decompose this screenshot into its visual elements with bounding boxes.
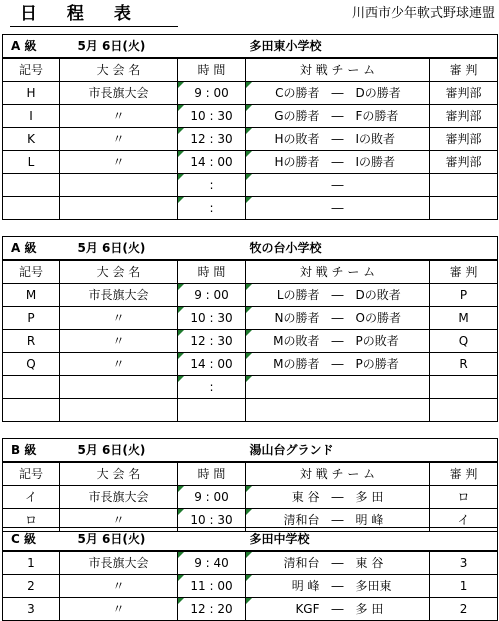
table-row (3, 353, 498, 376)
section-header (3, 35, 498, 59)
match-time (178, 353, 246, 376)
table-row (3, 598, 498, 621)
team-away: Pの敗者 (355, 334, 399, 348)
cell-marker-icon (246, 486, 252, 492)
cell-marker-icon (178, 330, 184, 336)
versus-dash: ― (331, 357, 344, 371)
umpire (430, 376, 498, 399)
match-teams (246, 330, 430, 353)
tournament-name (60, 376, 178, 399)
match-id: R (3, 330, 60, 353)
column-header: 審 判 (430, 462, 498, 486)
match-time (178, 376, 246, 399)
column-header: 対 戦 チ ー ム (246, 260, 430, 284)
match-time (178, 105, 246, 128)
versus-dash: ― (331, 556, 344, 570)
team-away: Oの勝者 (355, 311, 401, 325)
column-header-row (3, 260, 498, 284)
match-time-text: 9 : 00 (194, 288, 229, 302)
grade-label: A 級 (3, 35, 60, 59)
match-time-text: 10 : 30 (190, 513, 233, 527)
cell-marker-icon (178, 509, 184, 515)
match-teams (246, 353, 430, 376)
versus-dash: ― (331, 602, 344, 616)
match-id: M (3, 284, 60, 307)
match-teams (246, 598, 430, 621)
match-time (178, 486, 246, 509)
match-time (178, 197, 246, 220)
column-header: 記号 (3, 462, 60, 486)
match-id: K (3, 128, 60, 151)
team-away: Fの勝者 (355, 109, 399, 123)
match-teams (246, 151, 430, 174)
cell-marker-icon (178, 128, 184, 134)
versus-dash: ― (331, 132, 344, 146)
team-away: Iの敗者 (355, 132, 396, 146)
umpire: M (430, 307, 498, 330)
cell-marker-icon (246, 376, 252, 382)
cell-marker-icon (246, 105, 252, 111)
column-header: 時 間 (178, 260, 246, 284)
umpire (430, 399, 498, 422)
match-teams (246, 128, 430, 151)
schedule-table-1 (2, 34, 498, 220)
cell-marker-icon (246, 598, 252, 604)
umpire: R (430, 353, 498, 376)
table-row (3, 82, 498, 105)
table-row (3, 105, 498, 128)
grade-label: B 級 (3, 439, 60, 463)
cell-marker-icon (178, 353, 184, 359)
match-teams (246, 197, 430, 220)
page-title: 日 程 表 (10, 2, 178, 27)
umpire: イ (430, 509, 498, 532)
team-home: Mの敗者 (273, 334, 320, 348)
table-row (3, 307, 498, 330)
umpire: 1 (430, 575, 498, 598)
team-home: Hの敗者 (274, 132, 320, 146)
match-time (178, 575, 246, 598)
match-id: 1 (3, 551, 60, 575)
match-teams (246, 575, 430, 598)
match-time (178, 128, 246, 151)
tournament-name: 〃 (60, 509, 178, 532)
cell-marker-icon (246, 575, 252, 581)
match-time-text: 11 : 00 (190, 579, 233, 593)
table-row (3, 551, 498, 575)
venue-name: 多田中学校 (246, 528, 498, 552)
column-header: 大 会 名 (60, 462, 178, 486)
table-row (3, 197, 498, 220)
table-row (3, 284, 498, 307)
cell-marker-icon (246, 151, 252, 157)
organization-name: 川西市少年軟式野球連盟 (351, 6, 495, 21)
table-row (3, 151, 498, 174)
column-header: 時 間 (178, 462, 246, 486)
table-row (3, 486, 498, 509)
cell-marker-icon (178, 174, 184, 180)
umpire: 審判部 (430, 105, 498, 128)
table-row (3, 174, 498, 197)
cell-marker-icon (178, 598, 184, 604)
column-header-row (3, 58, 498, 82)
column-header-row (3, 462, 498, 486)
match-teams (246, 284, 430, 307)
section-header (3, 439, 498, 463)
versus-dash: ― (331, 334, 344, 348)
tournament-name: 〃 (60, 598, 178, 621)
match-teams (246, 551, 430, 575)
match-id: ロ (3, 509, 60, 532)
match-time-text: 14 : 00 (190, 155, 233, 169)
page-header (0, 0, 499, 30)
schedule-table-2 (2, 236, 498, 422)
cell-marker-icon (178, 552, 184, 558)
tournament-name (60, 197, 178, 220)
tournament-name (60, 399, 178, 422)
team-away: 明 峰 (355, 513, 384, 527)
cell-marker-icon (178, 376, 184, 382)
match-id: H (3, 82, 60, 105)
match-time-text: 9 : 00 (194, 86, 229, 100)
umpire: P (430, 284, 498, 307)
tournament-name: 市長旗大会 (60, 284, 178, 307)
match-time (178, 151, 246, 174)
schedule-table-4 (2, 527, 498, 621)
tournament-name: 市長旗大会 (60, 82, 178, 105)
match-time-text: : (209, 178, 214, 192)
match-id (3, 399, 60, 422)
match-date: 5月 6日(火) (60, 439, 246, 463)
team-home: Mの勝者 (273, 357, 320, 371)
column-header: 記号 (3, 58, 60, 82)
cell-marker-icon (246, 128, 252, 134)
umpire: 審判部 (430, 128, 498, 151)
team-away: 多田東 (355, 579, 392, 593)
match-teams (246, 399, 430, 422)
match-teams (246, 105, 430, 128)
match-id: L (3, 151, 60, 174)
cell-marker-icon (178, 151, 184, 157)
versus-dash: ― (331, 288, 344, 302)
cell-marker-icon (246, 307, 252, 313)
match-time (178, 598, 246, 621)
match-teams (246, 307, 430, 330)
match-id: I (3, 105, 60, 128)
umpire (430, 197, 498, 220)
match-id: 2 (3, 575, 60, 598)
match-teams (246, 486, 430, 509)
team-away: 多 田 (355, 602, 384, 616)
section-header (3, 237, 498, 261)
table-row (3, 128, 498, 151)
tournament-name: 市長旗大会 (60, 551, 178, 575)
match-id: 3 (3, 598, 60, 621)
column-header: 対 戦 チ ー ム (246, 462, 430, 486)
column-header: 時 間 (178, 58, 246, 82)
team-away: Dの勝者 (355, 86, 401, 100)
column-header: 審 判 (430, 260, 498, 284)
cell-marker-icon (178, 82, 184, 88)
match-teams (246, 376, 430, 399)
match-time-text: 14 : 00 (190, 357, 233, 371)
match-time-text: 9 : 00 (194, 490, 229, 504)
umpire: Q (430, 330, 498, 353)
match-teams (246, 174, 430, 197)
versus-dash: ― (331, 513, 344, 527)
team-home: 東 谷 (291, 490, 320, 504)
match-time-text: 10 : 30 (190, 109, 233, 123)
team-away: Dの敗者 (355, 288, 401, 302)
tournament-name: 〃 (60, 128, 178, 151)
tournament-name: 〃 (60, 307, 178, 330)
team-away: 東 谷 (355, 556, 384, 570)
section-header (3, 528, 498, 552)
match-teams (246, 82, 430, 105)
versus-dash: ― (331, 311, 344, 325)
tournament-name: 〃 (60, 330, 178, 353)
match-id: Q (3, 353, 60, 376)
versus-dash: ― (331, 579, 344, 593)
cell-marker-icon (246, 330, 252, 336)
match-time (178, 284, 246, 307)
tournament-name: 〃 (60, 575, 178, 598)
column-header: 対 戦 チ ー ム (246, 58, 430, 82)
tournament-name (60, 174, 178, 197)
cell-marker-icon (246, 197, 252, 203)
cell-marker-icon (246, 509, 252, 515)
tournament-name: 市長旗大会 (60, 486, 178, 509)
table-row (3, 330, 498, 353)
column-header: 大 会 名 (60, 58, 178, 82)
cell-marker-icon (178, 197, 184, 203)
grade-label: A 級 (3, 237, 60, 261)
column-header: 記号 (3, 260, 60, 284)
column-header: 審 判 (430, 58, 498, 82)
venue-name: 湯山台グランド (246, 439, 498, 463)
match-time-text: 10 : 30 (190, 311, 233, 325)
match-id: P (3, 307, 60, 330)
column-header: 大 会 名 (60, 260, 178, 284)
team-away: Pの勝者 (355, 357, 399, 371)
match-time-text: : (209, 380, 214, 394)
match-time-text: 12 : 20 (190, 602, 233, 616)
team-home: Nの勝者 (274, 311, 320, 325)
match-time-text: 12 : 30 (190, 132, 233, 146)
match-time-text: 12 : 30 (190, 334, 233, 348)
match-time-text: 9 : 40 (194, 556, 229, 570)
team-home: Cの勝者 (275, 86, 320, 100)
cell-marker-icon (178, 284, 184, 290)
tournament-name: 〃 (60, 105, 178, 128)
match-id (3, 174, 60, 197)
tournament-name: 〃 (60, 353, 178, 376)
cell-marker-icon (178, 575, 184, 581)
match-time (178, 82, 246, 105)
venue-name: 牧の台小学校 (246, 237, 498, 261)
cell-marker-icon (246, 353, 252, 359)
table-row (3, 376, 498, 399)
versus-dash: ― (331, 86, 344, 100)
match-time (178, 399, 246, 422)
grade-label: C 級 (3, 528, 60, 552)
match-time (178, 330, 246, 353)
umpire: 3 (430, 551, 498, 575)
schedule-table-3 (2, 438, 498, 532)
umpire: 審判部 (430, 82, 498, 105)
team-home: 清和台 (283, 513, 320, 527)
team-home: KGF (295, 602, 320, 616)
cell-marker-icon (246, 552, 252, 558)
cell-marker-icon (178, 105, 184, 111)
table-row (3, 399, 498, 422)
cell-marker-icon (246, 284, 252, 290)
table-row (3, 575, 498, 598)
team-home: 明 峰 (291, 579, 320, 593)
cell-marker-icon (178, 486, 184, 492)
versus-dash: ― (331, 201, 344, 215)
team-away: 多 田 (355, 490, 384, 504)
match-date: 5月 6日(火) (60, 237, 246, 261)
match-time (178, 307, 246, 330)
match-date: 5月 6日(火) (60, 35, 246, 59)
match-time-text: : (209, 201, 214, 215)
tournament-name: 〃 (60, 151, 178, 174)
cell-marker-icon (246, 174, 252, 180)
match-date: 5月 6日(火) (60, 528, 246, 552)
venue-name: 多田東小学校 (246, 35, 498, 59)
team-home: Gの勝者 (274, 109, 320, 123)
umpire: 2 (430, 598, 498, 621)
match-id (3, 376, 60, 399)
match-id (3, 197, 60, 220)
versus-dash: ― (331, 178, 344, 192)
umpire: 審判部 (430, 151, 498, 174)
cell-marker-icon (178, 307, 184, 313)
team-away: Iの勝者 (355, 155, 396, 169)
team-home: 清和台 (283, 556, 320, 570)
versus-dash: ― (331, 490, 344, 504)
cell-marker-icon (246, 82, 252, 88)
umpire (430, 174, 498, 197)
team-home: Lの勝者 (276, 288, 320, 302)
versus-dash: ― (331, 155, 344, 169)
team-home: Hの勝者 (274, 155, 320, 169)
umpire: ロ (430, 486, 498, 509)
match-time (178, 551, 246, 575)
versus-dash: ― (331, 109, 344, 123)
match-time (178, 174, 246, 197)
match-id: イ (3, 486, 60, 509)
